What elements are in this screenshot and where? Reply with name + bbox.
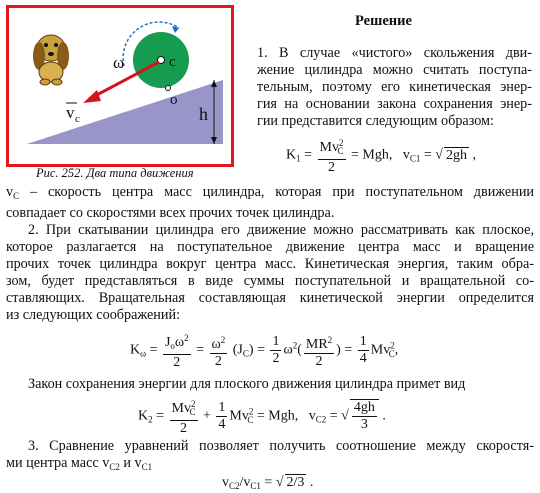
velocity-definition: $v_C$ – скорость центра масс цилиндра, которая при поступательном движении совпадает со скоростями всех прочих точек цилиндра. (6, 184, 535, 221)
figure-frame (6, 5, 234, 167)
rotation-arc-arrow (172, 26, 179, 33)
o-label: o (170, 92, 178, 108)
vc-label-sub: c (75, 113, 80, 125)
vc-label: v (66, 103, 75, 122)
velocity-arrow-head (83, 90, 101, 103)
h-label: h (199, 104, 208, 124)
paragraph-2: 2. При скатывании цилиндра его движение можно рассматривать как плоское, которое разлагается на поступательное движение центра масс и вращение прочих точек цилиндра вокруг центра масс. Кинетическая энергия, таким обра- зом, будет представляться в виде суммы поступательной и вращательной со- ставляющих. Вращательная составляющая кинетической энергии определится из следующих соображений: (6, 222, 534, 323)
p1-line: гии представится следующим образом: (257, 113, 494, 129)
incline-slope (27, 80, 223, 144)
paragraph-3: 3. Сравнение уравнений позволяет получить соотношение между скоростя- ми центра масс $v_{C2}$ и $v_{C1}$ (6, 438, 534, 472)
eq1-fraction: $\frac{Mv^2_C}{2}$ (318, 135, 346, 176)
p1-line: 1. В случае «чистого» скольжения дви- (257, 45, 532, 61)
figure-caption: Рис. 252. Два типа движения (36, 166, 194, 180)
p1-line: тельным, поэтому его кинетическая энер- (257, 79, 532, 95)
p1-line: жение цилиндра можно считать поступа- (257, 62, 532, 78)
law-sentence: Закон сохранения энергии для плоского движения цилиндра примет вид (28, 376, 466, 392)
paragraph-1 (257, 45, 532, 130)
equation-1: $K_1$ = $\frac{Mv^2_C}{2}$ = Mgh, $v_{C1}$ = √ 2gh , (286, 135, 476, 176)
dog-illustration (33, 35, 69, 85)
c-label: c (169, 54, 176, 70)
solution-heading: Решение (355, 13, 412, 29)
omega-label: ω (113, 53, 125, 72)
equation-4: $v_{C2}/v_{C1}$ = √ 2/3 . (222, 475, 314, 491)
contact-point-o (166, 86, 171, 91)
equation-3: $K_2$ = $\frac{Mv^2_C}{2}$ + $\frac{1}{4}$ $Mv^2_C$ = Mgh, $v_{C2}$ = √ $\frac{4gh}{3}$ . (138, 396, 386, 437)
p1-line: гия на основании закона сохранения энер- (257, 96, 532, 112)
equation-2: $K_\omega$ = $\frac{J_o\omega^2}{2}$ = $\frac{\omega^2}{2}$ $(J_C)$ = $\frac{1}{2}$ $\omega^2$( $\frac{MR^2}{2}$ ) = $\frac{1}{4}$ $Mv^2_C$, (130, 330, 398, 371)
rolling-cylinder-diagram (9, 8, 231, 164)
